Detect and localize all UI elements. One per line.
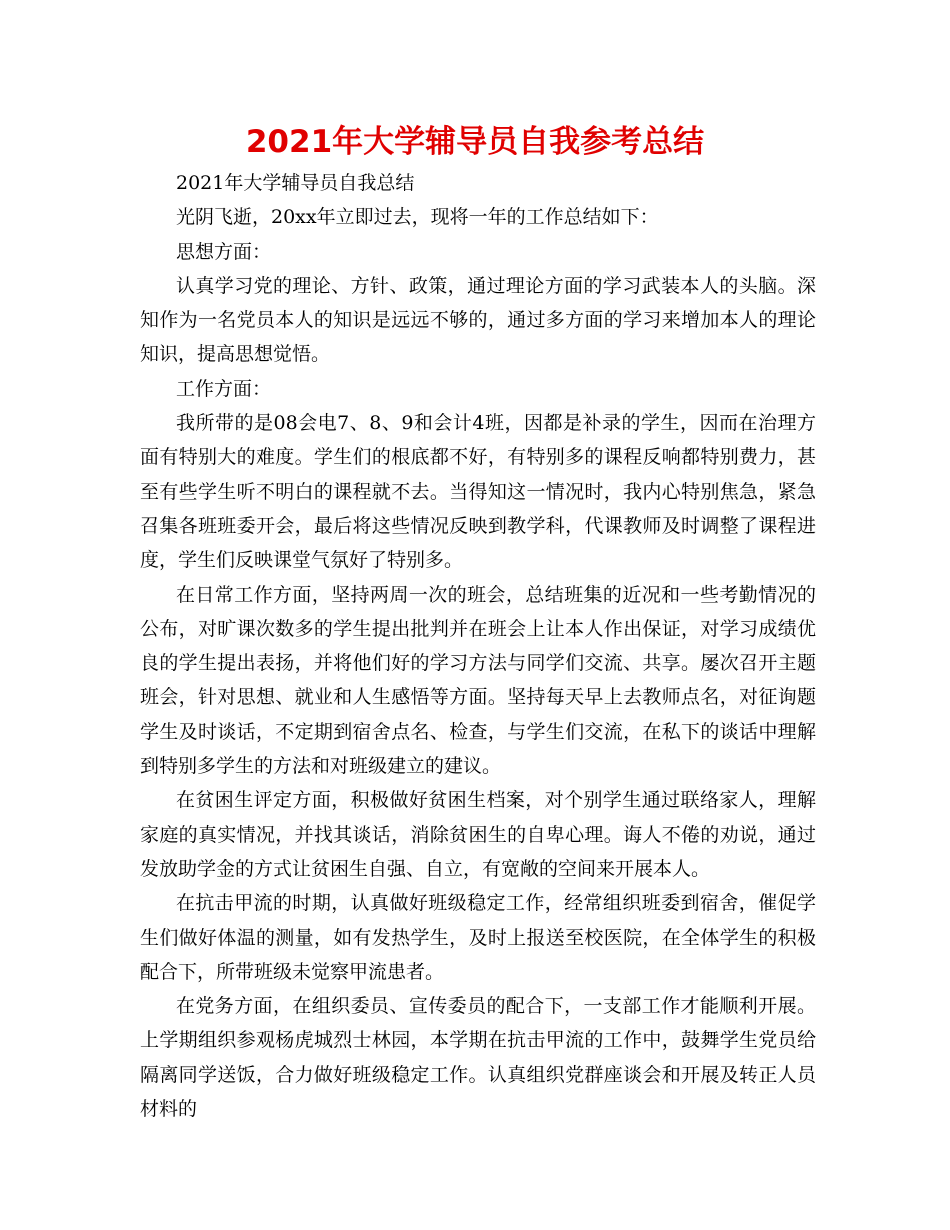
paragraph-party-affairs: 在党务方面，在组织委员、宣传委员的配合下，一支部工作才能顺利开展。上学期组织参观杨虎城烈士林园，本学期在抗击甲流的工作中，鼓舞学生党员给隔离同学送饭，合力做好班级稳定工作。认真组织党群座谈会和开展及转正人员材料的 [140,995,816,1121]
intro-paragraph: 光阴飞逝，20xx年立即过去，现将一年的工作总结如下： [176,206,659,229]
document-title: 2021年大学辅导员自我参考总结 [245,124,705,160]
section-heading-work: 工作方面： [176,377,272,400]
paragraph-daily-work: 在日常工作方面，坚持两周一次的班会，总结班集的近况和一些考勤情况的公布，对旷课次数多的学生提出批判并在班会上让本人作出保证，对学习成绩优良的学生提出表扬，并将他们好的学习方法与同学们交流、共享。屡次召开主题班会，针对思想、就业和人生感悟等方面。坚持每天早上去教师点名，对征询题学生及时谈话，不定期到宿舍点名、检查，与学生们交流，在私下的谈话中理解到特别多学生的方法和对班级建立的建议。 [140,583,816,778]
paragraph-flu-response: 在抗击甲流的时期，认真做好班级稳定工作，经常组织班委到宿舍，催促学生们做好体温的测量，如有发热学生，及时上报送至校医院，在全体学生的积极配合下，所带班级未觉察甲流患者。 [140,892,816,983]
paragraph-thought: 认真学习党的理论、方针、政策，通过理论方面的学习武装本人的头脑。深知作为一名党员本人的知识是远远不够的，通过多方面的学习来增加本人的理论知识，提高思想觉悟。 [140,274,816,366]
paragraph-classes: 我所带的是08会电7、8、9和会计4班，因都是补录的学生，因而在治理方面有特别大的难度。学生们的根底都不好，有特别多的课程反响都特别费力，甚至有些学生听不明白的课程就不去。当得知这一情况时，我内心特别焦急，紧急召集各班班委开会，最后将这些情况反映到教学科，代课教师及时调整了课程进度，学生们反映课堂气氛好了特别多。 [140,412,816,572]
paragraph-poverty-aid: 在贫困生评定方面，积极做好贫困生档案，对个别学生通过联络家人，理解家庭的真实情况，并找其谈话，消除贫困生的自卑心理。诲人不倦的劝说，通过发放助学金的方式让贫困生自强、自立，有宽敞的空间来开展本人。 [140,789,816,880]
document-body [140,166,816,1126]
document-subtitle: 2021年大学辅导员自我总结 [176,172,415,194]
section-heading-thought: 思想方面： [176,240,272,263]
